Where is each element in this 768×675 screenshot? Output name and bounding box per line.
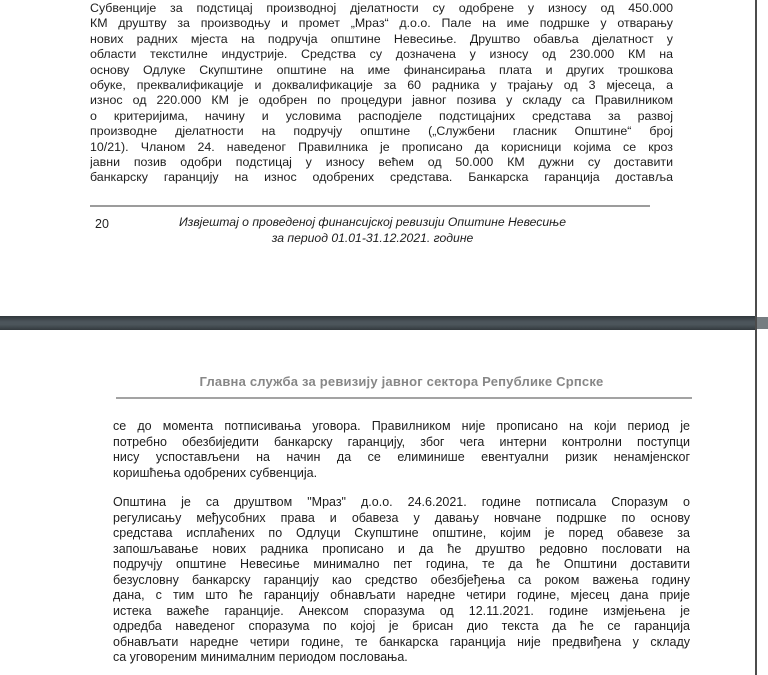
text-line: обуке, преквалификације и доквалификације за 60 радника у трајању од 3 мјесеца, а: [90, 77, 673, 92]
text-line: нових радних мјеста на подручја општине Невесиње. Друштво обавља дјелатност у: [90, 31, 673, 46]
text-line: дана, с тим што ће гаранцију обнављати наредне четири године, мјесец дана прије: [113, 588, 690, 602]
page-next-paragraph-1: [113, 419, 690, 481]
page-separator-band: [0, 316, 756, 330]
text-line: о критеријима, начину и условима расподјеле подстицајних средстава за развој: [90, 108, 673, 123]
text-line: истека важеће гаранције. Анексом споразума од 12.11.2021. године измјењена је: [113, 603, 690, 618]
text-line: регулисању међусобних права и обавеза у давању новчане подршке по основу: [113, 510, 690, 525]
text-line: подручју општине Невесиње минимално пет година, те да ће Општини доставити: [113, 557, 690, 571]
text-line: одредба наведеног споразума по којој је брисан дио текста да ће се гаранција: [113, 619, 690, 633]
text-line: Општина је са друштвом "Мраз" д.о.о. 24.6.2021. године потписала Споразум о: [113, 495, 690, 509]
text-line: банкарску гаранцију на износ одобрених средстава. Банкарска гаранција доставља: [90, 170, 673, 185]
text-line: безусловну банкарску гаранцију као средство обезбјеђења са роком важења годину: [113, 572, 690, 587]
viewer-right-border: [755, 0, 757, 675]
text-line: КМ друштву за производњу и промет „Мраз“ д.о.о. Пале на име подршке у отварању: [90, 16, 673, 31]
page-next-paragraph-2: [113, 495, 690, 666]
text-line: износ од 220.000 КМ је одобрен по процедури јавног позива у складу са Правилником: [90, 93, 673, 108]
footer-report-title: [90, 215, 655, 246]
page-header-title: Главна служба за ревизију јавног сектора Републике Српске: [199, 374, 604, 389]
text-line: средстава исплаћених по Одлуци Скупштине општине, којим је поред обавезе за: [113, 526, 690, 540]
footer-title-line2: за период 01.01-31.12.2021. године: [271, 230, 474, 245]
text-line: области текстилне индустрије. Средства су дозначена у износу од 230.000 КМ на: [90, 47, 673, 62]
text-line: производне дјелатности на подручју општине („Службени гласник Општине“ број: [90, 124, 673, 139]
text-line: коришћења одобрених субвенција.: [113, 465, 318, 480]
page-header-divider-line: [116, 397, 692, 399]
text-line: јавни позив одобри подстицај у износу већем од 50.000 КМ дужни су доставити: [90, 154, 673, 169]
text-line: се до момента потписивања уговора. Правилником није прописано на који период је: [113, 419, 690, 433]
text-line: потребно обезбиједити банкарску гаранцију, због чега интерни контролни поступци: [113, 434, 690, 449]
text-line: запошљавање нових радника прописано и да ће друштво редовно пословати на: [113, 541, 690, 556]
text-line: Субвенције за подстицај производној дјелатности су одобрене у износу од 450.000: [90, 1, 673, 15]
text-line: обнављати наредне четири године, те банкарска гаранција није предвиђена у складу: [113, 634, 690, 649]
page-number: 20: [95, 217, 109, 231]
text-line: основу Одлуке Скупштине општине на име финансирања плата и других трошкова: [90, 62, 673, 77]
footer-title-line1: Извјештај о проведеној финансијској ревизији Општине Невесиње: [178, 215, 567, 229]
page-20-body-paragraph: [90, 1, 673, 186]
text-line: 10/21). Чланом 24. наведеног Правилника је прописано да корисници којима се кроз: [90, 139, 673, 154]
text-line: са уговореним минималним периодом пословања.: [113, 650, 408, 664]
text-line: нису успостављени на начин да се елиминише евентуални ризик ненамјенског: [113, 450, 690, 464]
footer-divider-line: [90, 205, 650, 207]
page-separator-band-edge: [757, 317, 768, 329]
